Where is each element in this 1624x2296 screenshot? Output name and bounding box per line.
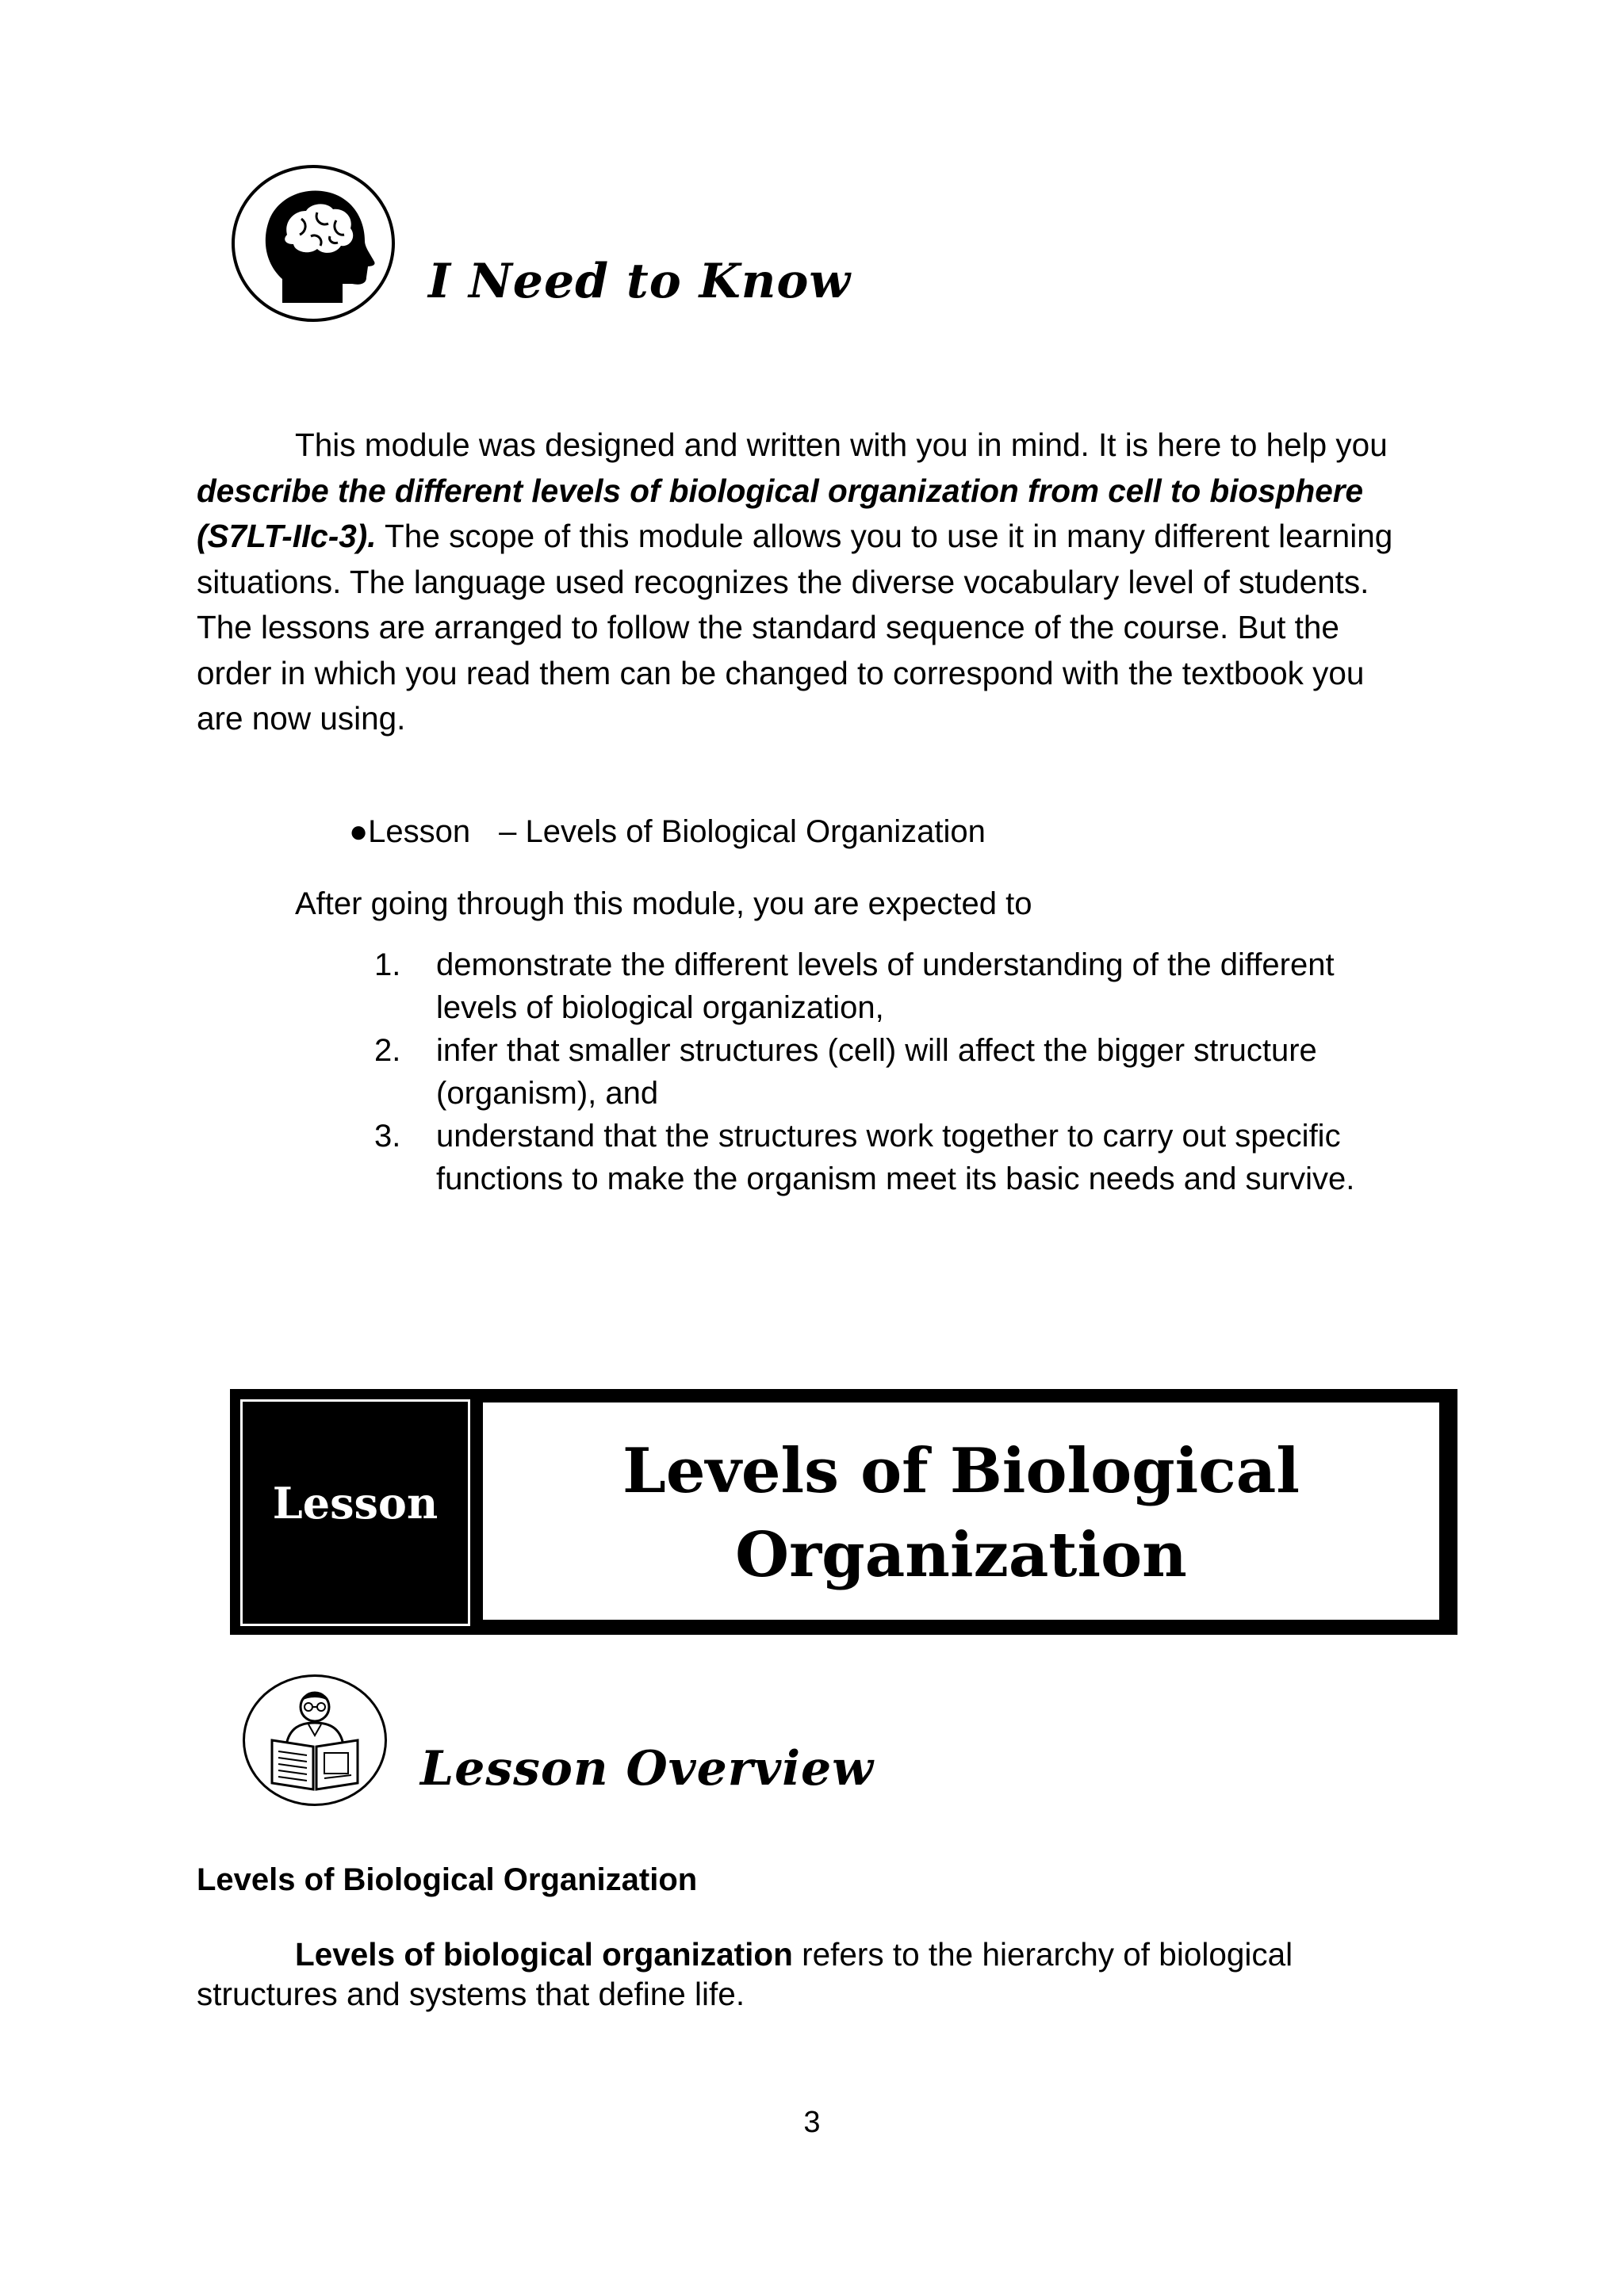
lesson-label-box [240,1399,470,1626]
paragraph-line-3: (S7LT-IIc-3). The scope of this module allows you to use it in many different learning [197,518,1393,554]
section-title-lesson-overview: Lesson Overview [420,1741,874,1797]
section-title-need-to-know: I Need to Know [428,254,852,309]
paragraph-line-1: This module was designed and written with you in mind. It is here to help you [295,427,1388,463]
bullet-icon: ● [349,814,369,849]
paragraph-line-2: describe the different levels of biological organization from cell to biosphere [197,472,1364,509]
paragraph-line-6: order in which you read them can be changed to correspond with the textbook you [197,654,1365,691]
intro-paragraph [197,423,1434,742]
paragraph-line-7: are now using. [197,700,406,737]
objectives-intro: After going through this module, you are expected to [295,886,1032,921]
lesson-banner [230,1389,1457,1635]
definition-paragraph: Levels of biological organization refers to the hierarchy of biological structures and systems that define life. [197,1936,1293,2012]
objectives-list [374,943,1405,1200]
reader-icon [243,1674,387,1806]
lesson-title: Levels of Biological Organization [622,1435,1300,1591]
overview-subheading: Levels of Biological Organization [197,1862,698,1897]
list-item: 3. understand that the structures work together to carry out specific functions to make the organism meet its basic needs and survive. [374,1119,1355,1196]
list-item: 1. demonstrate the different levels of understanding of the different levels of biological organization, [374,947,1335,1025]
brain-head-icon [232,165,395,322]
lesson-label: Lesson [272,1478,439,1529]
list-item: 2. infer that smaller structures (cell) will affect the bigger structure (organism), and [374,1033,1317,1111]
lesson-title-box [480,1399,1442,1623]
lesson-bullet: ●Lesson – Levels of Biological Organization [349,814,986,849]
page-number: 3 [803,2106,821,2139]
paragraph-line-5: The lessons are arranged to follow the standard sequence of the course. But the [197,609,1339,645]
paragraph-line-4: situations. The language used recognizes the diverse vocabulary level of students. [197,563,1369,600]
